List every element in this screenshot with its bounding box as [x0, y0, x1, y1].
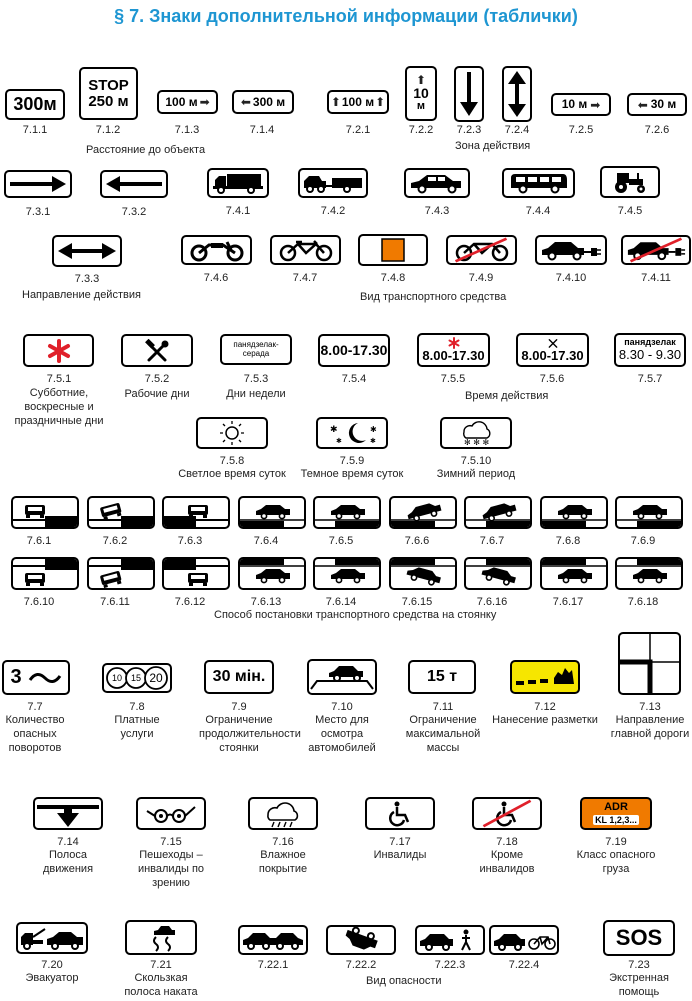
- overturned-car-icon: [331, 927, 391, 953]
- parking-method-icon: [617, 498, 681, 527]
- caption-7-7: Количество опасных поворотов: [5, 714, 65, 754]
- code-7-4-10: 7.4.10: [555, 272, 587, 284]
- parking-method-icon: [164, 498, 228, 527]
- caption-7-13: Направление главной дороги: [610, 714, 690, 740]
- sign-7-4-4: [502, 168, 575, 198]
- skid-marks-icon: [144, 923, 178, 953]
- sign-7-14: [33, 797, 103, 830]
- sign-7-22-2: [326, 925, 396, 955]
- prohibition-line-icon: [623, 237, 689, 263]
- code-7-2-5: 7.2.5: [568, 124, 594, 136]
- sign-parking-7-6-4: [238, 496, 306, 529]
- sign-7-3-2: [100, 170, 168, 198]
- sign-7-4-7: [270, 235, 341, 265]
- sign-parking-7-6-5: [313, 496, 381, 529]
- sign-7-3-1: [4, 170, 72, 198]
- svg-text:✱: ✱: [330, 425, 338, 435]
- parking-method-icon: [89, 498, 153, 527]
- tow-truck-icon: [19, 925, 85, 951]
- sign-parking-7-6-2: [87, 496, 155, 529]
- parking-method-icon: [164, 559, 228, 588]
- code-parking: 7.6.13: [250, 596, 282, 608]
- group-label-parking: Способ постановки транспортного средства на стоянку: [214, 609, 497, 621]
- code-7-22-4: 7.22.4: [508, 959, 540, 971]
- sign-7-5-5: [417, 333, 490, 367]
- code-7-4-8: 7.4.8: [380, 272, 406, 284]
- caption-7-11: Ограничение максимальной массы: [405, 714, 481, 754]
- code-parking: 7.6.2: [102, 535, 128, 547]
- code-7-13: 7.13: [639, 701, 661, 713]
- car-and-pedestrian-icon: [418, 928, 482, 952]
- red-asterisk-icon: [47, 339, 71, 363]
- caption-7-5-1: Субботние, воскресные и праздничные дни: [14, 387, 104, 427]
- sign-7-1-1: [5, 89, 65, 120]
- sign-text-time: 8.30 - 9.30: [618, 346, 682, 362]
- code-parking: 7.6.1: [26, 535, 52, 547]
- sign-7-4-8: [358, 234, 428, 266]
- arrow-both-icon: [56, 240, 118, 262]
- code-7-4-4: 7.4.4: [525, 205, 551, 217]
- sign-parking-7-6-7: [464, 496, 532, 529]
- sign-7-2-5: [551, 93, 611, 116]
- code-7-5-1: 7.5.1: [46, 373, 72, 385]
- prohibition-line-icon: [474, 799, 540, 828]
- wheelchair-icon: [387, 801, 413, 827]
- arrow-updown-icon: [504, 68, 530, 120]
- moon-and-stars-icon: [322, 420, 382, 446]
- code-7-22-2: 7.22.2: [345, 959, 377, 971]
- arrow-up-icon: ⬆: [330, 95, 341, 109]
- sign-7-2-2: [405, 66, 437, 121]
- sign-parking-7-6-13: [238, 557, 306, 590]
- group-label-distance: Расстояние до объекта: [86, 144, 206, 156]
- code-parking: 7.6.14: [325, 596, 357, 608]
- code-7-5-5: 7.5.5: [440, 373, 466, 385]
- group-label-danger: Вид опасности: [366, 975, 442, 987]
- parking-method-icon: [315, 498, 379, 527]
- parking-method-icon: [240, 559, 304, 588]
- parking-method-icon: [466, 498, 530, 527]
- caption-7-9: Ограничение продолжительности стоянки: [199, 714, 301, 754]
- code-7-3-2: 7.3.2: [121, 206, 147, 218]
- sign-7-21: [125, 920, 197, 955]
- sign-text: SOS: [615, 925, 663, 951]
- svg-text:✱: ✱: [370, 425, 377, 434]
- code-parking: 7.6.12: [174, 596, 206, 608]
- sign-7-5-6: [516, 333, 589, 367]
- sun-icon: [218, 420, 246, 446]
- caption-7-5-3: Дни недели: [226, 388, 286, 400]
- arrow-up-icon: ⬆: [375, 95, 386, 109]
- sign-7-5-10: [440, 417, 512, 449]
- sign-7-2-3: [454, 66, 484, 122]
- svg-text:✻ ✻ ✻: ✻ ✻ ✻: [464, 438, 490, 446]
- sign-7-7: [2, 660, 70, 695]
- bus-icon: [507, 172, 571, 194]
- sign-parking-7-6-12: [162, 557, 230, 590]
- code-7-4-6: 7.4.6: [203, 272, 229, 284]
- sign-7-11: [408, 660, 476, 694]
- code-7-22-1: 7.22.1: [257, 959, 289, 971]
- caption-7-5-10: Зимний период: [436, 468, 516, 480]
- page-title: § 7. Знаки дополнительной информации (таблички): [114, 6, 578, 26]
- sign-text: 100 м: [165, 94, 198, 109]
- sign-text: 30 мін.: [212, 667, 266, 685]
- code-7-5-3: 7.5.3: [243, 373, 269, 385]
- svg-text:✱: ✱: [336, 437, 342, 445]
- sign-text-number: 10: [413, 85, 429, 102]
- code-7-4-11: 7.4.11: [641, 272, 671, 284]
- coin-label: 15: [130, 673, 142, 683]
- code-7-23: 7.23: [628, 959, 650, 971]
- sign-7-15: [136, 797, 206, 830]
- code-7-20: 7.20: [41, 959, 63, 971]
- code-7-22-3: 7.22.3: [434, 959, 466, 971]
- dangerous-goods-plate-icon: [381, 238, 405, 262]
- caption-7-20: Эвакуатор: [25, 972, 79, 984]
- arrow-left-icon: ⬅: [637, 97, 648, 112]
- code-7-5-4: 7.5.4: [341, 373, 367, 385]
- sign-7-5-2: [121, 334, 193, 367]
- sign-parking-7-6-18: [615, 557, 683, 590]
- code-7-14: 7.14: [57, 836, 79, 848]
- sign-7-1-3: [157, 90, 218, 114]
- sign-7-22-1: [238, 925, 308, 955]
- code-7-15: 7.15: [160, 836, 182, 848]
- sign-7-17: [365, 797, 435, 830]
- code-7-1-1: 7.1.1: [22, 124, 48, 136]
- motorcycle-icon: [187, 238, 247, 262]
- code-parking: 7.6.9: [630, 535, 656, 547]
- main-road-direction-icon: [620, 634, 679, 693]
- sign-7-5-8: [196, 417, 268, 449]
- code-7-2-1: 7.2.1: [345, 124, 371, 136]
- sign-text-adr: ADR: [604, 801, 628, 814]
- sign-parking-7-6-8: [540, 496, 608, 529]
- sign-7-1-2: [79, 67, 138, 120]
- group-label-zone: Зона действия: [455, 140, 531, 152]
- sign-parking-7-6-9: [615, 496, 683, 529]
- code-7-2-6: 7.2.6: [644, 124, 670, 136]
- svg-text:✱: ✱: [370, 437, 376, 445]
- sign-text: 300 м: [252, 94, 286, 109]
- glasses-icon: [141, 801, 201, 827]
- code-parking: 7.6.5: [328, 535, 354, 547]
- code-7-2-3: 7.2.3: [456, 124, 482, 136]
- parking-method-icon: [542, 559, 606, 588]
- sign-7-2-1: [327, 90, 389, 114]
- sign-7-19: [580, 797, 652, 830]
- sign-text-class: KL 1,2,3...: [595, 814, 637, 825]
- code-7-1-4: 7.1.4: [249, 124, 275, 136]
- arrow-right-icon: ➡: [199, 95, 210, 109]
- car-icon: [408, 172, 466, 194]
- code-7-7: 7.7: [27, 701, 43, 713]
- caption-7-8: Платные услуги: [114, 714, 160, 740]
- code-parking: 7.6.7: [479, 535, 505, 547]
- caption-7-5-8: Светлое время суток: [178, 468, 286, 480]
- sign-7-8: [102, 663, 172, 693]
- sign-7-20: [16, 922, 88, 954]
- sign-parking-7-6-15: [389, 557, 457, 590]
- sign-7-18: [472, 797, 542, 830]
- code-7-3-3: 7.3.3: [74, 273, 100, 285]
- caption-7-19: Класс опасного груза: [576, 849, 656, 875]
- code-7-19: 7.19: [605, 836, 627, 848]
- sign-7-13: [618, 632, 681, 695]
- sign-parking-7-6-14: [313, 557, 381, 590]
- parking-method-icon: [240, 498, 304, 527]
- sign-parking-7-6-3: [162, 496, 230, 529]
- sign-7-9: [204, 660, 274, 694]
- tractor-icon: [605, 169, 655, 195]
- sign-7-22-4: [489, 925, 559, 955]
- sign-7-2-4: [502, 66, 532, 122]
- sign-text: 300м: [13, 94, 57, 115]
- sign-parking-7-6-17: [540, 557, 608, 590]
- code-7-4-3: 7.4.3: [424, 205, 450, 217]
- caption-7-17: Инвалиды: [373, 849, 427, 861]
- code-7-5-6: 7.5.6: [539, 373, 565, 385]
- sign-7-4-9: [446, 235, 517, 265]
- coin-label: 10: [111, 673, 123, 683]
- collision-cars-icon: [241, 929, 305, 951]
- car-and-bicycle-icon: [492, 928, 556, 952]
- caption-7-14: Полоса движения: [42, 849, 94, 875]
- caption-7-5-2: Рабочие дни: [124, 388, 190, 400]
- arrow-right-icon: [8, 174, 68, 194]
- sign-7-4-3: [404, 168, 470, 198]
- sign-7-10: [307, 659, 377, 695]
- code-7-11: 7.11: [432, 701, 454, 713]
- coins-icon: [105, 666, 169, 690]
- sign-7-16: [248, 797, 318, 830]
- parking-method-icon: [315, 559, 379, 588]
- sign-text: 15 т: [426, 667, 458, 685]
- wavy-road-icon: [28, 670, 62, 686]
- code-7-12: 7.12: [534, 701, 556, 713]
- code-7-10: 7.10: [331, 701, 353, 713]
- rain-cloud-icon: [258, 800, 308, 828]
- code-7-9: 7.9: [231, 701, 247, 713]
- parking-method-icon: [391, 559, 455, 588]
- code-7-4-1: 7.4.1: [225, 205, 251, 217]
- code-7-4-2: 7.4.2: [320, 205, 346, 217]
- parking-method-icon: [391, 498, 455, 527]
- code-parking: 7.6.18: [627, 596, 659, 608]
- inspection-pit-icon: [309, 661, 375, 693]
- sign-text-stop: STOP: [88, 76, 129, 94]
- code-7-17: 7.17: [389, 836, 411, 848]
- sign-7-5-3: [220, 334, 292, 365]
- caption-7-15: Пешеходы – инвалиды по зрению: [137, 849, 205, 889]
- arrow-left-icon: ⬅: [240, 95, 251, 109]
- caption-7-23: Экстренная помощь: [609, 972, 669, 998]
- road-marking-icon: [512, 662, 578, 692]
- sign-7-4-11: [621, 235, 691, 265]
- sign-text: 10 м: [561, 97, 588, 112]
- caption-7-16: Влажное покрытие: [258, 849, 308, 875]
- sign-7-4-5: [600, 166, 660, 198]
- arrow-down-icon: [456, 68, 482, 120]
- bicycle-icon: [276, 238, 336, 262]
- arrow-up-icon: ⬆: [415, 73, 427, 88]
- sign-parking-7-6-10: [11, 557, 79, 590]
- code-7-5-7: 7.5.7: [637, 373, 663, 385]
- code-7-16: 7.16: [272, 836, 294, 848]
- code-parking: 7.6.16: [476, 596, 508, 608]
- sign-text: 30 м: [650, 97, 677, 112]
- group-label-vehicle: Вид транспортного средства: [360, 291, 507, 303]
- sign-7-4-1: [207, 168, 269, 198]
- arrow-right-icon: ➡: [590, 97, 601, 112]
- sign-text: панядзелак-серада: [233, 340, 279, 358]
- sign-7-4-6: [181, 235, 252, 265]
- caption-7-12: Нанесение разметки: [492, 714, 598, 726]
- parking-method-icon: [13, 498, 77, 527]
- code-7-5-9: 7.5.9: [339, 455, 365, 467]
- sign-parking-7-6-1: [11, 496, 79, 529]
- code-parking: 7.6.4: [253, 535, 279, 547]
- sign-text-unit: м: [416, 100, 426, 113]
- code-7-5-2: 7.5.2: [144, 373, 170, 385]
- sign-text-distance: 250 м: [88, 92, 129, 110]
- group-label-time: Время действия: [465, 390, 549, 402]
- group-label-direction: Направление действия: [22, 289, 141, 301]
- code-7-5-8: 7.5.8: [219, 455, 245, 467]
- sign-7-5-4: [318, 334, 390, 367]
- code-7-3-1: 7.3.1: [25, 206, 51, 218]
- car-with-plug-icon: [539, 238, 603, 262]
- sign-7-12: [510, 660, 580, 694]
- code-7-1-2: 7.1.2: [95, 124, 121, 136]
- sign-parking-7-6-6: [389, 496, 457, 529]
- prohibition-line-icon: [448, 237, 515, 263]
- code-parking: 7.6.6: [404, 535, 430, 547]
- caption-7-5-9: Темное время суток: [300, 468, 404, 480]
- code-parking: 7.6.15: [401, 596, 433, 608]
- truck-icon: [211, 172, 265, 194]
- sign-7-23: [603, 920, 675, 956]
- caption-7-21: Скользкая полоса наката: [124, 972, 198, 998]
- sign-parking-7-6-11: [87, 557, 155, 590]
- code-7-2-4: 7.2.4: [504, 124, 530, 136]
- code-7-18: 7.18: [496, 836, 518, 848]
- sign-text: 100 м: [341, 94, 375, 109]
- code-7-8: 7.8: [129, 701, 145, 713]
- sign-7-5-9: [316, 417, 388, 449]
- code-7-4-5: 7.4.5: [617, 205, 643, 217]
- sign-text: 3: [10, 666, 22, 688]
- arrow-left-icon: [104, 174, 164, 194]
- sign-7-22-3: [415, 925, 485, 955]
- sign-text-day: панядзелак: [624, 337, 676, 348]
- sign-7-5-7: [614, 333, 686, 367]
- snow-cloud-icon: [456, 420, 496, 446]
- sign-text: 8.00-17.30: [320, 342, 388, 359]
- code-7-1-3: 7.1.3: [174, 124, 200, 136]
- sign-text: 8.00-17.30: [521, 348, 584, 364]
- code-parking: 7.6.10: [23, 596, 55, 608]
- code-7-5-10: 7.5.10: [460, 455, 492, 467]
- sign-parking-7-6-16: [464, 557, 532, 590]
- code-7-4-9: 7.4.9: [468, 272, 494, 284]
- code-parking: 7.6.3: [177, 535, 203, 547]
- sign-7-4-10: [535, 235, 607, 265]
- parking-method-icon: [617, 559, 681, 588]
- code-parking: 7.6.8: [555, 535, 581, 547]
- sign-text: 8.00-17.30: [422, 348, 485, 364]
- sign-7-4-2: [298, 168, 368, 198]
- parking-method-icon: [542, 498, 606, 527]
- car-with-trailer-icon: [301, 172, 365, 194]
- parking-method-icon: [466, 559, 530, 588]
- parking-method-icon: [13, 559, 77, 588]
- code-parking: 7.6.17: [552, 596, 584, 608]
- sign-7-5-1: [23, 334, 94, 367]
- code-7-21: 7.21: [150, 959, 172, 971]
- hammer-and-wrench-icon: [144, 339, 170, 363]
- coin-label: 20: [149, 671, 163, 685]
- caption-7-10: Место для осмотра автомобилей: [308, 714, 376, 754]
- caption-7-18: Кроме инвалидов: [479, 849, 535, 875]
- sign-7-3-3: [52, 235, 122, 267]
- code-parking: 7.6.11: [100, 596, 130, 608]
- lane-arrow-icon: [35, 799, 101, 829]
- code-7-2-2: 7.2.2: [408, 124, 434, 136]
- sign-7-1-4: [232, 90, 294, 114]
- sign-7-2-6: [627, 93, 687, 116]
- code-7-4-7: 7.4.7: [292, 272, 318, 284]
- parking-method-icon: [89, 559, 153, 588]
